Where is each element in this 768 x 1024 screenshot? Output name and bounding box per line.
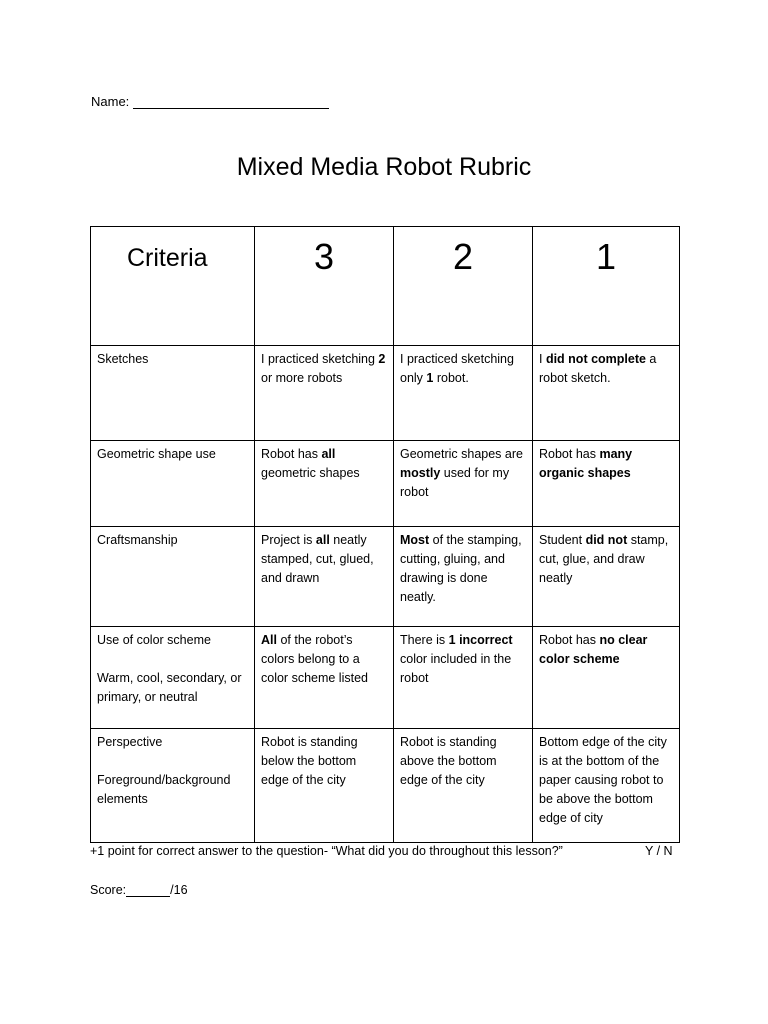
cell-bold-text: mostly <box>400 466 441 480</box>
criteria-label: Craftsmanship <box>97 533 178 547</box>
bonus-question <box>90 844 690 858</box>
header-score-3: 3 <box>255 227 394 346</box>
score-2-cell <box>394 527 533 627</box>
cell-text: Project is <box>261 533 316 547</box>
criteria-label: Use of color scheme <box>97 633 211 647</box>
cell-text: Robot is standing above the bottom edge of the city <box>400 735 497 787</box>
cell-bold-text: did not <box>585 533 628 547</box>
score-label: Score: <box>90 883 127 897</box>
cell-text: a robot sketch. <box>539 352 657 385</box>
score-2-cell <box>394 729 533 843</box>
cell-bold-text: all <box>321 447 336 461</box>
cell-text: of the stamping, cutting, gluing, and drawing is done neatly. <box>400 533 522 604</box>
cell-text: used for my robot <box>400 466 510 499</box>
cell-bold-text: 1 <box>426 371 434 385</box>
table-row <box>91 627 680 729</box>
criteria-label: Geometric shape use <box>97 447 216 461</box>
score-blank <box>126 885 170 897</box>
score-2-cell <box>394 346 533 441</box>
cell-text: of the robot’s colors belong to a color scheme listed <box>261 633 368 685</box>
criteria-label: Sketches <box>97 352 149 366</box>
table-row <box>91 346 680 441</box>
name-blank <box>133 96 329 109</box>
header-score-1: 1 <box>533 227 680 346</box>
score-1-cell <box>533 627 680 729</box>
name-label: Name: <box>91 94 130 109</box>
header-row <box>91 227 680 346</box>
criteria-label: Perspective <box>97 735 163 749</box>
cell-text: neatly stamped, cut, glued, and drawn <box>261 533 374 585</box>
cell-text: color included in the robot <box>400 652 512 685</box>
cell-text: Robot has <box>261 447 322 461</box>
score-1-cell <box>533 527 680 627</box>
cell-text: I <box>539 352 546 366</box>
cell-text: Student <box>539 533 586 547</box>
cell-text: I practiced sketching only <box>400 352 514 385</box>
header-score-2: 2 <box>394 227 533 346</box>
criteria-cell <box>91 627 255 729</box>
cell-bold-text: all <box>315 533 330 547</box>
cell-bold-text: All <box>261 633 277 647</box>
score-1-cell <box>533 346 680 441</box>
cell-text: Bottom edge of the city is at the bottom of the paper causing robot to be above the bottom edge of city <box>539 735 667 825</box>
cell-text: stamp, cut, glue, and draw neatly <box>539 533 669 585</box>
page-title: Mixed Media Robot Rubric <box>236 153 532 181</box>
criteria-sublabel: Foreground/background elements <box>97 773 231 806</box>
cell-bold-text: Most <box>400 533 430 547</box>
criteria-cell <box>91 527 255 627</box>
cell-bold-text: 2 <box>378 352 386 366</box>
score-2-cell <box>394 441 533 527</box>
score-field <box>90 883 188 897</box>
cell-text: geometric shapes <box>261 466 360 480</box>
score-3-cell <box>255 627 394 729</box>
cell-text: Robot is standing below the bottom edge of the city <box>261 735 358 787</box>
table-row <box>91 527 680 627</box>
cell-text: Robot has <box>539 447 600 461</box>
score-3-cell <box>255 527 394 627</box>
cell-text: Geometric shapes are <box>400 447 523 461</box>
criteria-sublabel: Warm, cool, secondary, or primary, or neutral <box>97 671 242 704</box>
score-1-cell <box>533 441 680 527</box>
score-2-cell <box>394 627 533 729</box>
cell-text: or more robots <box>261 371 343 385</box>
table-row <box>91 441 680 527</box>
score-1-cell <box>533 729 680 843</box>
score-3-cell <box>255 441 394 527</box>
bonus-text: +1 point for correct answer to the question- “What did you do throughout this lesson?” <box>90 844 563 858</box>
rubric-table <box>90 226 680 843</box>
score-3-cell <box>255 346 394 441</box>
cell-text: There is <box>400 633 449 647</box>
name-field <box>91 94 329 109</box>
cell-bold-text: many organic shapes <box>539 447 633 480</box>
score-3-cell <box>255 729 394 843</box>
cell-bold-text: no clear color scheme <box>539 633 648 666</box>
table-row <box>91 729 680 843</box>
score-total: /16 <box>170 883 188 897</box>
cell-text: I practiced sketching <box>261 352 379 366</box>
header-criteria: Criteria <box>91 227 255 346</box>
bonus-yes-no: Y / N <box>645 844 673 858</box>
criteria-cell <box>91 729 255 843</box>
cell-bold-text: did not complete <box>545 352 646 366</box>
cell-text: robot. <box>433 371 469 385</box>
cell-text: Robot has <box>539 633 600 647</box>
criteria-cell <box>91 441 255 527</box>
criteria-cell <box>91 346 255 441</box>
cell-bold-text: 1 incorrect <box>448 633 513 647</box>
